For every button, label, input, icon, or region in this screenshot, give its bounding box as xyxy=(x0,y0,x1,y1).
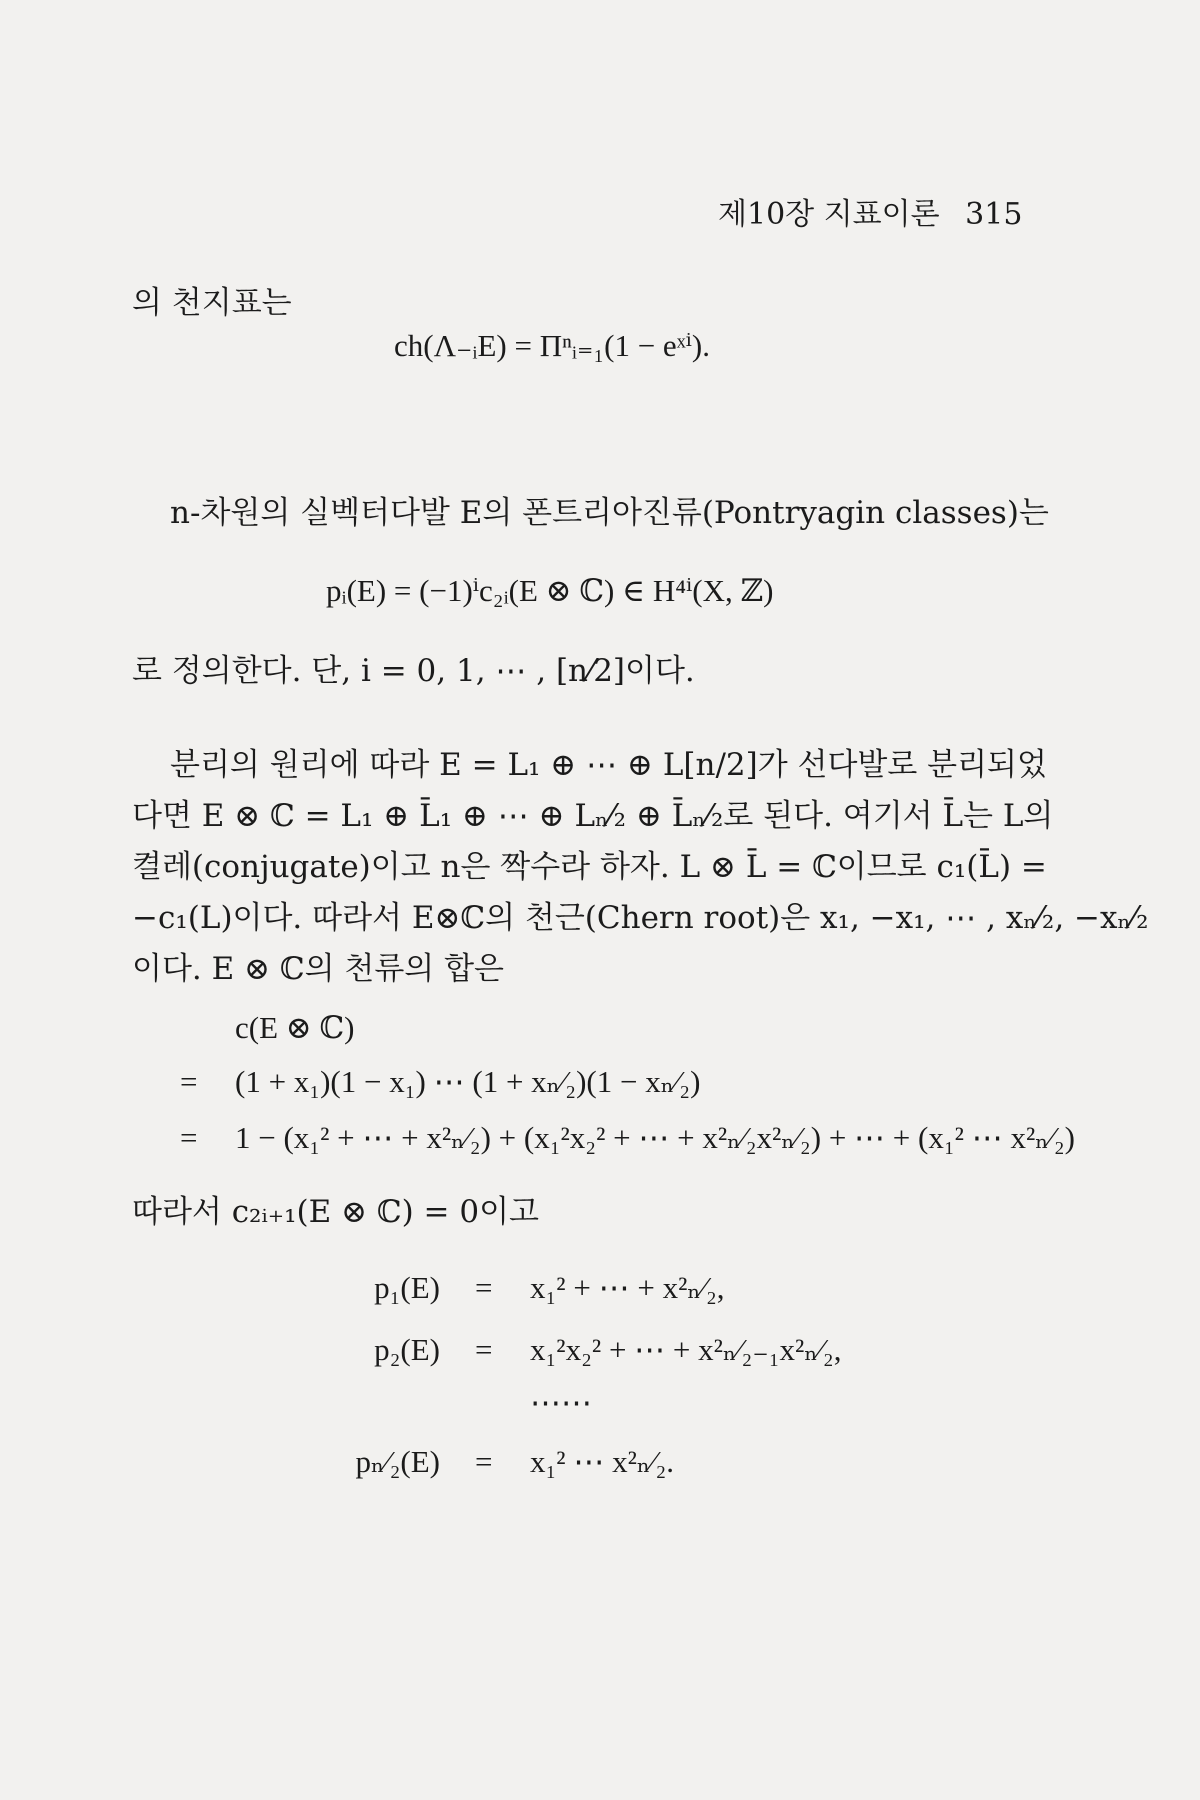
chern-sum-line3: 1 − (x₁² + ⋯ + x²ₙ⁄₂) + (x₁²x₂² + ⋯ + x²ₙ⁄₂x²ₙ⁄₂) + ⋯ + (x₁² ⋯ x²ₙ⁄₂) xyxy=(235,1120,1075,1155)
ellipsis-row: ⋯⋯ xyxy=(530,1385,592,1420)
equals-sign: = xyxy=(180,1120,198,1155)
definition-range: 로 정의한다. 단, i = 0, 1, ⋯ , [n⁄2]이다. xyxy=(132,653,695,689)
paragraph-line: −c₁(L)이다. 따라서 E⊗ℂ의 천근(Chern root)은 x₁, −x₁, ⋯ , xₙ⁄₂, −xₙ⁄₂ xyxy=(132,900,1149,936)
chern-sum-line2: (1 + x₁)(1 − x₁) ⋯ (1 + xₙ⁄₂)(1 − xₙ⁄₂) xyxy=(235,1064,701,1099)
paragraph-line: 다면 E ⊗ ℂ = L₁ ⊕ L̄₁ ⊕ ⋯ ⊕ Lₙ⁄₂ ⊕ L̄ₙ⁄₂로 된다. 여기서 L̄는 L의 xyxy=(132,798,1054,834)
chern-sum-first: c(E ⊗ ℂ) xyxy=(235,1010,355,1045)
paragraph-line: 켤레(conjugate)이고 n은 짝수라 하자. L ⊗ L̄ = ℂ이므로 c₁(L̄) = xyxy=(132,849,1047,885)
intro-text: 의 천지표는 xyxy=(132,285,292,321)
pontryagin-rhs: x₁² + ⋯ + x²ₙ⁄₂, xyxy=(530,1270,725,1305)
page-number: 315 xyxy=(965,197,1023,232)
splitting-principle-paragraph xyxy=(132,740,1149,995)
equals-sign: = xyxy=(475,1332,493,1367)
running-header xyxy=(718,196,1022,234)
pontryagin-intro: n-차원의 실벡터다발 E의 폰트리아진류(Pontryagin classes)는 xyxy=(170,495,1049,531)
pontryagin-rhs: x₁²x₂² + ⋯ + x²ₙ⁄₂₋₁x²ₙ⁄₂, xyxy=(530,1332,842,1367)
pontryagin-lhs: p₁(E) xyxy=(374,1270,440,1305)
equals-sign: = xyxy=(180,1064,198,1099)
equation-chern-character: ch(Λ₋ᵢE) = Πⁿᵢ₌₁(1 − eˣⁱ). xyxy=(394,328,710,363)
paragraph-line: 분리의 원리에 따라 E = L₁ ⊕ ⋯ ⊕ L[n/2]가 선다발로 분리되었 xyxy=(170,747,1047,783)
pontryagin-lhs: pₙ⁄₂(E) xyxy=(355,1444,440,1479)
paragraph-line: 이다. E ⊗ ℂ의 천류의 합은 xyxy=(132,951,504,987)
equals-sign: = xyxy=(475,1270,493,1305)
equation-pontryagin-definition: pᵢ(E) = (−1)ⁱc₂ᵢ(E ⊗ ℂ) ∈ H⁴ⁱ(X, ℤ) xyxy=(326,573,774,608)
chapter-title: 제10장 지표이론 xyxy=(718,197,940,232)
equals-sign: = xyxy=(475,1444,493,1479)
odd-classes-line: 따라서 c₂ᵢ₊₁(E ⊗ ℂ) = 0이고 xyxy=(132,1194,539,1230)
pontryagin-lhs: p₂(E) xyxy=(374,1332,440,1367)
pontryagin-rhs: x₁² ⋯ x²ₙ⁄₂. xyxy=(530,1444,675,1479)
